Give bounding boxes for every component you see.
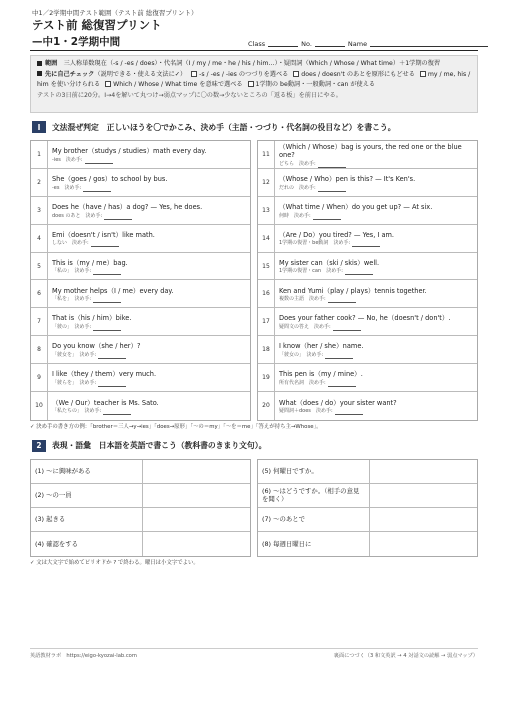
- info-box: [30, 55, 478, 113]
- answer-blank[interactable]: [333, 326, 361, 331]
- vocab-prompt: (2) 〜の一員: [31, 484, 143, 507]
- title-rule: [30, 50, 478, 51]
- section2-number: 2: [32, 440, 46, 452]
- hint-word: 所有代名詞: [279, 379, 305, 386]
- question-text[interactable]: I like（they / them）very much.: [52, 370, 157, 379]
- answer-label: 決め手:: [315, 408, 333, 415]
- question-hint: [52, 380, 246, 387]
- question-text[interactable]: I know（her / she）name.: [279, 342, 364, 351]
- question-row: [31, 392, 250, 420]
- vocab-prompt: (5) 何曜日ですか。: [258, 460, 370, 483]
- question-hint: [279, 296, 473, 303]
- question-body: [275, 392, 477, 420]
- check-item: does / doesn't のあとを原形にもどせる: [301, 70, 415, 78]
- question-row: [31, 169, 250, 197]
- question-row: [258, 280, 477, 308]
- square-bullet-icon: [37, 71, 42, 76]
- question-text[interactable]: Emi（doesn't / isn't）like math.: [52, 230, 155, 239]
- answer-label: 決め手:: [74, 296, 92, 303]
- question-text[interactable]: （What time / When）do you get up? — At six.: [279, 202, 433, 211]
- question-hint: [279, 380, 473, 387]
- answer-blank[interactable]: [91, 242, 119, 247]
- student-fields: [248, 40, 488, 48]
- question-body: [275, 225, 477, 252]
- question-row: [258, 141, 477, 169]
- question-hint: [52, 408, 246, 415]
- question-body: [48, 197, 250, 224]
- question-row: [31, 336, 250, 364]
- check-item: 1学期の be動詞・一般動詞・can が使える: [255, 81, 376, 88]
- vocab-row: [258, 460, 477, 484]
- question-hint: [279, 240, 473, 247]
- vocab-prompt: (1) 〜に興味がある: [31, 460, 143, 483]
- answer-label: 決め手:: [333, 240, 351, 247]
- answer-label: 決め手:: [64, 184, 82, 191]
- answer-blank[interactable]: [104, 215, 132, 220]
- answer-blank[interactable]: [325, 354, 353, 359]
- answer-label: 決め手:: [299, 161, 316, 168]
- name-label: Name: [347, 40, 368, 48]
- question-text[interactable]: She（goes / gos）to school by bus.: [52, 175, 168, 184]
- question-row: [31, 225, 250, 253]
- question-hint: [52, 296, 246, 303]
- vocab-column-right: [257, 459, 478, 557]
- checkbox-icon[interactable]: [293, 71, 299, 77]
- answer-label: 決め手:: [294, 212, 311, 219]
- question-text[interactable]: （Whose / Who）pen is this? — It's Ken's.: [279, 175, 416, 184]
- vocab-prompt: (8) 毎週日曜日に: [258, 532, 370, 556]
- answer-blank[interactable]: [85, 159, 113, 164]
- answer-blank[interactable]: [93, 326, 121, 331]
- question-text[interactable]: （Which / Whose）bag is yours, the red one or the blue one?: [279, 142, 462, 160]
- question-row: [258, 253, 477, 281]
- question-body: [48, 392, 250, 420]
- question-row: [31, 197, 250, 225]
- question-body: [275, 308, 477, 335]
- question-text[interactable]: My brother（studys / studies）math every day.: [52, 147, 207, 156]
- answer-label: 決め手:: [79, 379, 97, 386]
- vocab-row: [258, 532, 477, 556]
- hint-word: 「彼らを」: [52, 379, 75, 386]
- question-text[interactable]: My sister can（ski / skis）well.: [279, 258, 380, 267]
- question-body: [275, 169, 477, 196]
- class-blank[interactable]: [268, 40, 298, 47]
- question-row: [258, 392, 477, 420]
- hint-word: 「私を」: [52, 296, 70, 303]
- answer-label: 決め手:: [84, 408, 102, 415]
- question-number: 5: [31, 253, 48, 280]
- answer-label: 決め手:: [299, 184, 316, 191]
- answer-blank[interactable]: [352, 242, 380, 247]
- question-body: [275, 197, 477, 224]
- question-number: 15: [258, 253, 275, 280]
- question-hint: [52, 213, 246, 220]
- vocab-answer-cell[interactable]: [143, 460, 250, 483]
- question-row: [31, 364, 250, 392]
- check-item: my / me, his / him を使い分けられる: [37, 70, 471, 88]
- question-number: 20: [258, 392, 275, 420]
- question-number: 4: [31, 225, 48, 252]
- section2-header: [30, 439, 478, 453]
- question-text[interactable]: My mother helps（I / me）every day.: [52, 286, 174, 295]
- question-column-right: [257, 140, 478, 421]
- hint-word: 「彼女の」: [279, 351, 302, 358]
- hint-word: 「彼の」: [52, 324, 70, 331]
- check-item: -s / -es / -ies のつづりを選べる: [199, 70, 289, 78]
- question-hint: [279, 213, 473, 220]
- question-row: [31, 280, 250, 308]
- hint-word: 疑問文の答え: [279, 324, 310, 331]
- question-body: [48, 253, 250, 280]
- question-hint: [279, 408, 473, 415]
- answer-label: 決め手:: [326, 268, 343, 275]
- vocab-answer-cell[interactable]: [370, 460, 477, 483]
- answer-blank[interactable]: [318, 187, 346, 192]
- study-note: テストの3日前に20分。Ⅰ→4を解いて丸つけ→弱点マップに〇の数→少ないところの「返る板」を前日にやる。: [37, 91, 342, 99]
- question-number: 17: [258, 308, 275, 335]
- answer-blank[interactable]: [103, 410, 131, 415]
- answer-blank[interactable]: [345, 270, 373, 275]
- check-text: （説明できる・使える文法に✓）: [94, 70, 187, 78]
- section2-title: 表現・語彙 日本語を英語で書こう（教科書のきまり文句）。: [52, 441, 267, 451]
- question-body: [275, 253, 477, 280]
- hint-word: -es: [52, 184, 60, 191]
- question-body: [275, 141, 477, 168]
- range-line: [37, 59, 471, 70]
- question-text[interactable]: This is（my / me）bag.: [52, 258, 128, 267]
- answer-blank[interactable]: [328, 382, 356, 387]
- question-text[interactable]: Ken and Yumi（play / plays）tennis together.: [279, 286, 427, 295]
- question-body: [275, 280, 477, 307]
- section1-number: Ⅰ: [32, 121, 46, 133]
- question-row: [258, 197, 477, 225]
- hint-word: 1学期の復習・can: [279, 268, 322, 275]
- hint-word: -ies: [52, 156, 61, 163]
- question-number: 12: [258, 169, 275, 196]
- question-row: [31, 308, 250, 336]
- question-body: [275, 364, 477, 391]
- question-text[interactable]: （We / Our）teacher is Ms. Sato.: [52, 398, 159, 407]
- answer-blank[interactable]: [83, 187, 111, 192]
- question-text[interactable]: （Are / Do）you tired? — Yes, I am.: [279, 230, 395, 239]
- vocab-prompt: (7) 〜のあとで: [258, 508, 370, 531]
- question-grid: [30, 140, 478, 421]
- question-hint: [279, 185, 473, 192]
- hint-word: 疑問詞＋does: [279, 408, 311, 415]
- hint-word: 1学期の復習・be動詞: [279, 240, 329, 247]
- answer-label: 決め手:: [74, 324, 92, 331]
- answer-label: 決め手:: [306, 351, 324, 358]
- question-text[interactable]: Does your father cook? — No, he（doesn't / don't）.: [279, 314, 451, 323]
- checkbox-icon[interactable]: [105, 81, 111, 87]
- question-hint: [52, 157, 246, 164]
- footer-site: 英語教材ラボ https://eigo-kyozai-lab.com: [30, 653, 137, 659]
- question-hint: [279, 268, 473, 275]
- checkbox-icon[interactable]: [420, 71, 426, 77]
- header-caption: 中1／2学期中間テスト範囲（テスト前 総復習プリント）: [32, 9, 198, 17]
- check-label: 先に自己チェック: [45, 70, 95, 78]
- question-row: [258, 308, 477, 336]
- question-number: 2: [31, 169, 48, 196]
- question-hint: [279, 324, 473, 331]
- class-label: Class: [248, 40, 266, 48]
- question-hint: [52, 240, 246, 247]
- square-bullet-icon: [37, 61, 42, 66]
- answer-blank[interactable]: [328, 298, 356, 303]
- checkbox-icon[interactable]: [248, 81, 254, 87]
- page-title: テスト前 総復習プリント: [32, 18, 162, 32]
- hint-word: どちら: [279, 161, 295, 168]
- answer-blank[interactable]: [98, 354, 126, 359]
- hint-word: だれの: [279, 184, 295, 191]
- answer-label: 決め手:: [72, 240, 89, 247]
- answer-blank[interactable]: [98, 382, 126, 387]
- no-blank[interactable]: [315, 40, 345, 47]
- answer-label: 決め手:: [314, 324, 331, 331]
- page-footer: [30, 648, 478, 659]
- section1-title: 文法混ぜ判定 正しいほうを〇でかこみ、決め手（主語・つづり・代名詞の役目など）を書こう。: [52, 122, 396, 132]
- question-body: [48, 336, 250, 363]
- answer-blank[interactable]: [93, 270, 121, 275]
- answer-blank[interactable]: [335, 410, 363, 415]
- question-row: [258, 336, 477, 364]
- question-text[interactable]: What（does / do）your sister want?: [279, 398, 397, 407]
- answer-blank[interactable]: [318, 163, 346, 168]
- answer-blank[interactable]: [313, 215, 341, 220]
- question-body: [48, 141, 250, 168]
- answer-label: 決め手:: [79, 351, 97, 358]
- question-number: 9: [31, 364, 48, 391]
- question-body: [48, 225, 250, 252]
- hint-word: 「私の」: [52, 268, 70, 275]
- answer-blank[interactable]: [93, 298, 121, 303]
- question-row: [31, 253, 250, 281]
- name-blank[interactable]: [370, 40, 488, 47]
- vocab-row: [258, 508, 477, 532]
- question-text[interactable]: That is（his / him）bike.: [52, 314, 132, 323]
- vocab-answer-cell[interactable]: [370, 508, 477, 531]
- hint-word: does のあと: [52, 212, 81, 219]
- checkbox-icon[interactable]: [191, 71, 197, 77]
- vocab-answer-cell[interactable]: [370, 484, 477, 507]
- vocab-prompt: (3) 起きる: [31, 508, 143, 531]
- question-body: [48, 364, 250, 391]
- vocab-prompt: (4) 確認をする: [31, 532, 143, 556]
- footer-next: 裏面につづく（3 和文英訳 → 4 対話文の読解 → 弱点マップ）: [333, 653, 478, 659]
- question-hint: [52, 268, 246, 275]
- answer-label: 決め手:: [85, 212, 103, 219]
- check-line: [37, 70, 471, 91]
- question-hint: [279, 161, 473, 168]
- vocab-answer-cell[interactable]: [143, 508, 250, 531]
- section1-footnote: ✓ 決め手の書き方の例：「brother＝三人→y→ies」「does→原形」「〜の＝my」「〜を＝me」「答えが持ち主→Whose」。: [30, 423, 322, 430]
- question-number: 1: [31, 141, 48, 168]
- hint-word: 何時: [279, 212, 290, 219]
- question-body: [275, 336, 477, 363]
- vocab-column-left: [30, 459, 251, 557]
- page-subtitle: —中1・2学期中間: [32, 36, 121, 48]
- subtitle-row: [30, 33, 478, 49]
- question-text[interactable]: Does he（have / has）a dog? — Yes, he does.: [52, 202, 203, 211]
- hint-word: 「私たちの」: [52, 408, 80, 415]
- answer-label: 決め手:: [309, 379, 326, 386]
- question-column-left: [30, 140, 251, 421]
- question-number: 7: [31, 308, 48, 335]
- question-row: [258, 225, 477, 253]
- vocab-row: [31, 484, 250, 508]
- vocab-row: [31, 460, 250, 484]
- question-hint: [52, 185, 246, 192]
- vocab-answer-cell[interactable]: [370, 532, 477, 556]
- question-number: 16: [258, 280, 275, 307]
- section1-header: [30, 120, 478, 134]
- answer-label: 決め手:: [65, 156, 83, 163]
- vocab-answer-cell[interactable]: [143, 532, 250, 556]
- hint-word: 複数の主語: [279, 296, 305, 303]
- question-number: 3: [31, 197, 48, 224]
- hint-word: しない: [52, 240, 68, 247]
- question-number: 8: [31, 336, 48, 363]
- section2-footnote: ✓ 文は大文字で始めてピリオドか ? で終わる。曜日は小文字でよい。: [30, 559, 199, 566]
- question-number: 6: [31, 280, 48, 307]
- answer-label: 決め手:: [74, 268, 92, 275]
- question-hint: [52, 324, 246, 331]
- vocab-grid: [30, 459, 478, 557]
- question-text[interactable]: Do you know（she / her）?: [52, 342, 141, 351]
- question-row: [31, 141, 250, 169]
- hint-word: 「彼女を」: [52, 351, 75, 358]
- question-number: 14: [258, 225, 275, 252]
- question-row: [258, 364, 477, 392]
- question-body: [48, 280, 250, 307]
- question-text[interactable]: This pen is（my / mine）.: [279, 370, 363, 379]
- question-number: 19: [258, 364, 275, 391]
- vocab-row: [31, 508, 250, 532]
- vocab-answer-cell[interactable]: [143, 484, 250, 507]
- vocab-row: [258, 484, 477, 508]
- question-number: 18: [258, 336, 275, 363]
- no-label: No.: [301, 40, 312, 48]
- question-number: 11: [258, 141, 275, 168]
- vocab-row: [31, 532, 250, 556]
- question-hint: [279, 352, 473, 359]
- question-number: 10: [31, 392, 48, 420]
- range-label: 範囲: [45, 60, 58, 67]
- question-row: [258, 169, 477, 197]
- question-body: [48, 169, 250, 196]
- question-hint: [52, 352, 246, 359]
- question-number: 13: [258, 197, 275, 224]
- check-item: Which / Whose / What time を意味で選べる: [113, 81, 243, 88]
- vocab-prompt: (6) 〜はどうですか。（相手の意見を聞く）: [258, 484, 370, 507]
- answer-label: 決め手:: [309, 296, 326, 303]
- question-body: [48, 308, 250, 335]
- range-text: 三人称単数現在（-s / -es / does）・代名詞（I / my / me・he / his / him…）・疑問詞（Which / Whose / What time）＋1学期の復習: [63, 60, 441, 67]
